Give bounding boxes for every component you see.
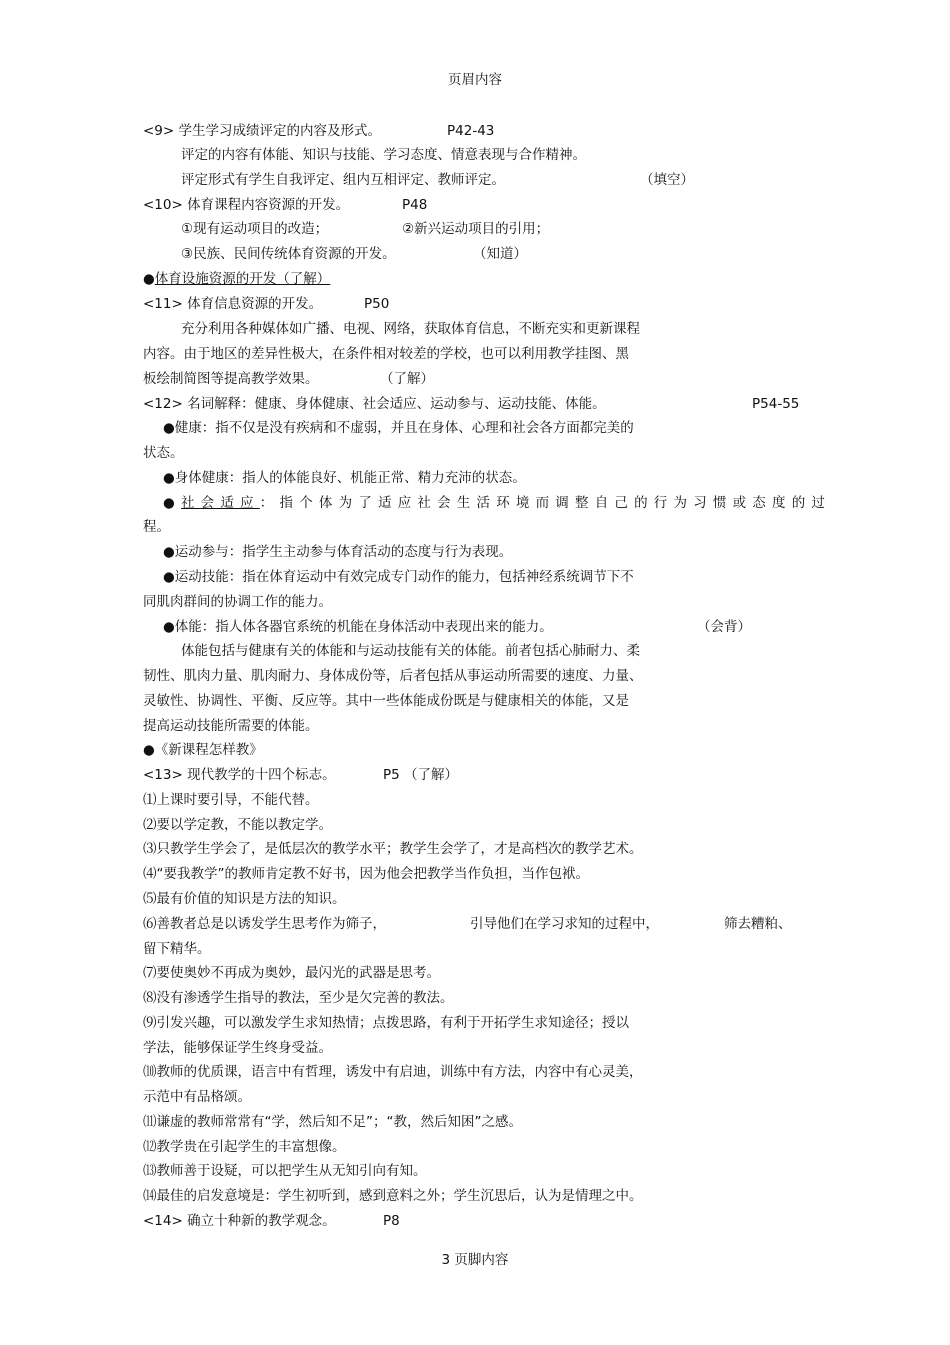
bullet-heading: ●《新课程怎样教》 bbox=[143, 742, 263, 758]
list-item: ⑼引发兴趣，可以激发学生求知热情；点拨思路，有利于开拓学生求知途径；授以 bbox=[143, 1015, 629, 1031]
page-ref: P54-55 bbox=[752, 396, 800, 412]
list-item: ⑹善教者总是以诱发学生思考作为筛子， bbox=[143, 916, 386, 932]
list-item: 筛去糟粕、 bbox=[724, 916, 792, 932]
page-footer: 3 页脚内容 bbox=[441, 1252, 509, 1268]
text-line: ●身体健康：指人的体能良好、机能正常、精力充沛的状态。 bbox=[163, 470, 526, 486]
item-13-title: <13> 现代教学的十四个标志。 bbox=[143, 767, 336, 783]
list-item: ⑿教学贵在引起学生的丰富想像。 bbox=[143, 1139, 346, 1155]
page-ref: P48 bbox=[402, 197, 428, 213]
text-line: 评定形式有学生自我评定、组内互相评定、教师评定。 bbox=[181, 172, 505, 188]
text-line: 内容。由于地区的差异性极大，在条件相对较差的学校，也可以利用教学挂图、黑 bbox=[143, 346, 629, 362]
list-item: ⑸最有价值的知识是方法的知识。 bbox=[143, 891, 346, 907]
list-item: 学法，能够保证学生终身受益。 bbox=[143, 1040, 332, 1056]
text-line: 状态。 bbox=[143, 445, 184, 461]
list-item: ⒁最佳的启发意境是：学生初听到，感到意料之外；学生沉思后，认为是情理之中。 bbox=[143, 1188, 643, 1204]
text-line: 板绘制简图等提高教学效果。 bbox=[143, 371, 319, 387]
bullet-heading bbox=[143, 270, 330, 288]
text-line: 同肌肉群间的协调工作的能力。 bbox=[143, 594, 332, 610]
page-ref: P50 bbox=[364, 296, 390, 312]
item-10-title: <10> 体育课程内容资源的开发。 bbox=[143, 197, 350, 213]
definition-social bbox=[163, 494, 831, 512]
text-line: ③民族、民间传统体育资源的开发。 bbox=[181, 246, 396, 262]
heading-text: 体育设施资源的开发（了解） bbox=[154, 271, 331, 287]
note: （会背） bbox=[697, 619, 751, 635]
item-9-title: <9> 学生学习成绩评定的内容及形式。 bbox=[143, 123, 382, 139]
text-line: ●体能：指人体各器官系统的机能在身体活动中表现出来的能力。 bbox=[163, 619, 553, 635]
text-line: ②新兴运动项目的引用； bbox=[402, 221, 550, 237]
note: （知道） bbox=[473, 246, 527, 262]
item-12-title: <12> 名词解释：健康、身体健康、社会适应、运动参与、运动技能、体能。 bbox=[143, 396, 606, 412]
list-item: ⑴上课时要引导，不能代替。 bbox=[143, 792, 319, 808]
list-item: 留下精华。 bbox=[143, 941, 211, 957]
list-item: ⑵要以学定教，不能以教定学。 bbox=[143, 817, 332, 833]
text-line: ●运动技能：指在体育运动中有效完成专门动作的能力，包括神经系统调节下不 bbox=[163, 569, 634, 585]
list-item: 引导他们在学习求知的过程中， bbox=[470, 916, 659, 932]
note: （了解） bbox=[380, 371, 434, 387]
text-line: 提高运动技能所需要的体能。 bbox=[143, 718, 319, 734]
text-line: ①现有运动项目的改造； bbox=[181, 221, 329, 237]
bullet-icon: ● bbox=[143, 271, 155, 287]
text-line: 充分利用各种媒体如广播、电视、网络，获取体育信息，不断充实和更新课程 bbox=[181, 321, 640, 337]
bullet-icon: ● bbox=[163, 495, 181, 511]
text-line: ●运动参与：指学生主动参与体育活动的态度与行为表现。 bbox=[163, 544, 513, 560]
list-item: ⑽教师的优质课，语言中有哲理，诱发中有启迪，训练中有方法，内容中有心灵美， bbox=[143, 1064, 643, 1080]
list-item: 示范中有品格颂。 bbox=[143, 1089, 251, 1105]
term: 社会适应 bbox=[180, 495, 260, 511]
text-line: 程。 bbox=[143, 519, 170, 535]
text-line: 灵敏性、协调性、平衡、反应等。其中一些体能成份既是与健康相关的体能，又是 bbox=[143, 693, 629, 709]
item-14-title: <14> 确立十种新的教学观念。 bbox=[143, 1213, 336, 1229]
page-header: 页眉内容 bbox=[448, 72, 502, 88]
text-line: 韧性、肌肉力量、肌肉耐力、身体成份等，后者包括从事运动所需要的速度、力量、 bbox=[143, 668, 643, 684]
list-item: ⑻没有渗透学生指导的教法，至少是欠完善的教法。 bbox=[143, 990, 454, 1006]
list-item: ⒀教师善于设疑，可以把学生从无知引向有知。 bbox=[143, 1163, 427, 1179]
text-line: 评定的内容有体能、知识与技能、学习态度、情意表现与合作精神。 bbox=[181, 147, 586, 163]
list-item: ⑺要使奥妙不再成为奥妙，最闪光的武器是思考。 bbox=[143, 965, 440, 981]
list-item: ⑶只教学生学会了，是低层次的教学水平；教学生会学了，才是高档次的教学艺术。 bbox=[143, 841, 643, 857]
definition-text: ：指个体为了适应社会生活环境而调整自己的行为习惯或态度的过 bbox=[259, 495, 832, 511]
page-ref: P8 bbox=[383, 1213, 400, 1229]
text-line: 体能包括与健康有关的体能和与运动技能有关的体能。前者包括心肺耐力、柔 bbox=[181, 643, 640, 659]
list-item: ⑾谦虚的教师常常有“学，然后知不足”；“教，然后知困”之感。 bbox=[143, 1114, 522, 1130]
page-ref: P42-43 bbox=[447, 123, 495, 139]
list-item: ⑷“要我教学”的教师肯定教不好书，因为他会把教学当作负担，当作包袱。 bbox=[143, 866, 589, 882]
note: （填空） bbox=[640, 172, 694, 188]
page-ref: P5 （了解） bbox=[383, 767, 459, 783]
text-line: ●健康：指不仅是没有疾病和不虚弱，并且在身体、心理和社会各方面都完美的 bbox=[163, 420, 634, 436]
item-11-title: <11> 体育信息资源的开发。 bbox=[143, 296, 323, 312]
